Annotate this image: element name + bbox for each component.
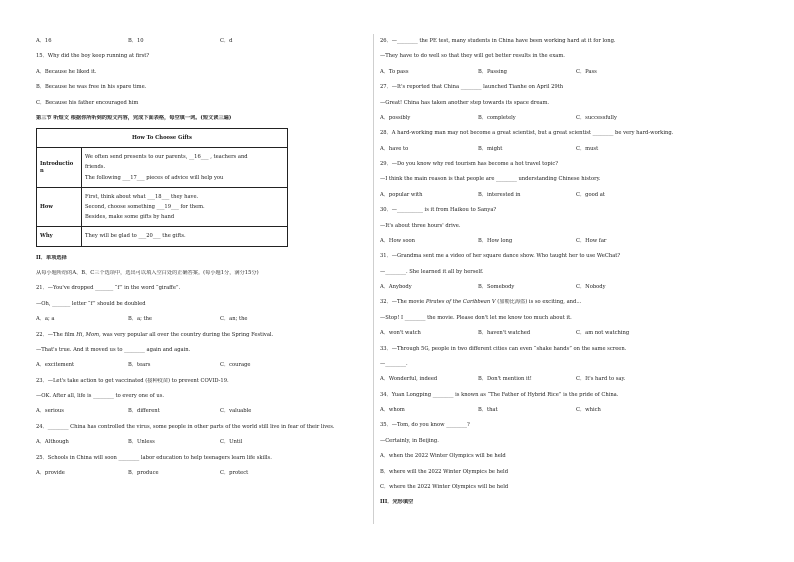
left-column	[36, 38, 366, 485]
answer-option: A．To pass	[380, 68, 409, 75]
answer-option: A．provide	[36, 469, 65, 476]
question-line: —I think the main reason is that people are ________ understanding Chinese history.	[380, 176, 601, 183]
answer-option: B．Unless	[128, 439, 155, 446]
table-line: The following ___17___ pieces of advice will help you	[85, 174, 224, 181]
table-line: Besides, make some gifts by hand	[85, 214, 175, 221]
table-line: friends.	[85, 164, 106, 171]
answer-option: C．an; the	[220, 316, 248, 323]
answer-option: C．How far	[576, 237, 607, 244]
answer-option: A．16	[36, 38, 52, 44]
question-line: 31．—Grandma sent me a video of her square dance show. Who taught her to use WeChat?	[380, 253, 621, 260]
question-line: —OK. After all, life is ________ to every one of us.	[36, 393, 165, 400]
question-line: 21．—You've dropped _______ “f” in the word “giraffe”.	[36, 285, 181, 292]
answer-option: C．courage	[220, 362, 251, 369]
question-line: —________. She learned it all by herself.	[380, 268, 484, 275]
answer-options	[380, 284, 725, 290]
text-segment: 22．—The film	[36, 331, 77, 338]
question-line: 15．Why did the boy keep running at first?	[36, 53, 150, 60]
answer-option: C．Pass	[576, 68, 597, 75]
question-line: 34．Yuan Longping ________ is known as “The Father of Hybrid Rice” is the pride of China.	[380, 391, 619, 398]
answer-option: B．Passing	[478, 68, 507, 75]
question-line: 24．________ China has controlled the virus, some people in other parts of the world still live in fear of their lives.	[36, 423, 335, 430]
table-line: First, think about what ___18___ they have.	[85, 193, 199, 200]
question-line: C．Because his father encouraged him	[36, 99, 139, 106]
question-line: 33．—Through 5G, people in two different cities can even “shake hands” on the same screen.	[380, 345, 627, 352]
question-line: 30．—__________ is it from Haikou to Sanya?	[380, 207, 497, 214]
question-line: —It's about three hours' drive.	[380, 222, 461, 229]
table-row-content	[82, 148, 288, 188]
answer-options	[380, 115, 725, 121]
answer-option: C．which	[576, 407, 601, 413]
answer-option: A．How soon	[380, 237, 415, 244]
text-segment: was very popular all over the country during the Spring Festival.	[100, 331, 274, 338]
gift-table-title: How To Choose Gifts	[37, 129, 288, 148]
table-line: We often send presents to our parents, __16___ , teachers and	[85, 154, 248, 161]
answer-options	[36, 408, 366, 414]
answer-option: A．Although	[36, 439, 69, 446]
question-line: 35．—Tom, do you know ________?	[380, 422, 470, 429]
answer-option: C．must	[576, 145, 599, 152]
question-line: —That's true. And it moved us to ________ again and again.	[36, 346, 191, 353]
answer-option: A．Wonderful, indeed	[380, 376, 438, 383]
question-line: 从每小题所给的A、B、C三个选项中，选出可以填入空白处的正确答案。(每小题1分，满分15分)	[36, 270, 259, 277]
table-row-key: Introductio n	[37, 148, 82, 188]
table-line: They will be glad to ___20___ the gifts.	[85, 233, 186, 240]
table-row	[37, 227, 288, 246]
answer-option: C．valuable	[220, 408, 252, 415]
question-line: 29．—Do you know why red tourism has become a hot travel topic?	[380, 161, 559, 167]
answer-options	[380, 330, 725, 336]
question-line: A．when the 2022 Winter Olympics will be held	[380, 453, 506, 460]
answer-option: B．10	[128, 38, 144, 44]
answer-option: C．successfully	[576, 114, 617, 121]
answer-option: B．Don't mention it!	[478, 376, 532, 383]
answer-option: B．interested in	[478, 191, 521, 198]
answer-option: C．It's hard to say.	[576, 376, 626, 383]
answer-options	[36, 38, 366, 44]
answer-option: B．How long	[478, 237, 513, 244]
answer-option: B．tears	[128, 362, 151, 369]
section-heading: III．完形填空	[380, 499, 414, 506]
question-line: A．Because he liked it.	[36, 68, 97, 75]
answer-option: A．Anybody	[380, 284, 412, 290]
answer-option: C．Nobody	[576, 284, 606, 290]
table-row-key: How	[37, 187, 82, 227]
answer-options	[36, 316, 366, 322]
question-line	[380, 299, 725, 305]
italic-title: Pirates of the Caribbean Ⅴ	[425, 299, 496, 306]
left-top-section	[36, 38, 366, 121]
table-line: Second, choose something ___19___ for them.	[85, 204, 205, 211]
answer-option: A．a; a	[36, 316, 55, 323]
answer-option: B．might	[478, 145, 503, 152]
answer-option: B．different	[128, 408, 160, 415]
answer-option: C．good at	[576, 191, 605, 198]
answer-option: C．d	[220, 38, 233, 44]
question-line: B．Because he was free in his spare time.	[36, 84, 147, 91]
answer-options	[380, 407, 725, 413]
table-row-key: Why	[37, 227, 82, 246]
answer-options	[380, 192, 725, 198]
text-segment: (加勒比海盗) is so exciting, and...	[495, 299, 582, 306]
question-line: —________.	[380, 360, 408, 367]
text-segment: 32．—The movie	[380, 299, 426, 306]
question-line: 26．—________ the PE test, many students in China have been working hard at it for long.	[380, 38, 616, 44]
question-line: 25．Schools in China will soon ________ labor education to help teenagers learn life skills.	[36, 454, 272, 461]
answer-options	[380, 376, 725, 382]
question-line: —Great! China has taken another step towards its space dream.	[380, 99, 550, 106]
answer-option: C．am not watching	[576, 330, 630, 337]
answer-options	[380, 146, 725, 152]
gift-table	[36, 128, 288, 246]
answer-option: A．whom	[380, 407, 405, 413]
answer-option: A．popular with	[380, 191, 423, 198]
answer-option: B．Somebody	[478, 284, 515, 290]
answer-options	[380, 69, 725, 75]
question-line: C．where the 2022 Winter Olympics will be held	[380, 483, 509, 490]
section-heading: 第三节 听短文 根据你所听到的短文内容，完成下面表格，每空填一词。(短文读三遍)	[36, 114, 232, 121]
right-column	[380, 38, 725, 515]
question-line: —Oh, _______ letter “f” should be doubled	[36, 300, 146, 307]
answer-option: A．have to	[380, 145, 409, 152]
question-line: B．where will the 2022 Winter Olympics be held	[380, 468, 509, 475]
table-row-content	[82, 187, 288, 227]
answer-options	[380, 238, 725, 244]
question-line: —Certainly, in Beijing.	[380, 437, 439, 444]
section-heading: II．单项选择	[36, 254, 67, 261]
answer-option: B．haven't watched	[478, 330, 531, 337]
answer-option: B．completely	[478, 114, 516, 121]
right-section	[380, 38, 725, 505]
answer-option: A．serious	[36, 408, 64, 415]
question-line: —They have to do well so that they will get better results in the exam.	[380, 53, 565, 60]
answer-options	[36, 362, 366, 368]
question-line: 28．A hard-working man may not become a great scientist, but a great scientist ________ be very hard-working.	[380, 130, 674, 137]
column-divider	[373, 34, 374, 524]
answer-option: B．that	[478, 407, 498, 413]
italic-title: Hi, Mom,	[76, 331, 101, 338]
question-line: 23．—Let's take action to get vaccinated (接种疫苗) to prevent COVID-19.	[36, 377, 229, 384]
answer-options	[36, 439, 366, 445]
answer-option: B．a; the	[128, 316, 152, 323]
left-bottom-section	[36, 255, 366, 476]
answer-options	[36, 470, 366, 476]
table-row	[37, 148, 288, 188]
answer-option: A．excitement	[36, 362, 75, 369]
answer-option: A．possibly	[380, 114, 411, 121]
question-line	[36, 332, 366, 338]
question-line: —Stop! I ________ the movie. Please don't let me know too much about it.	[380, 314, 572, 321]
answer-option: C．protect	[220, 469, 249, 476]
question-line: 27．—It's reported that China ________ launched Tianhe on April 29th	[380, 84, 564, 91]
answer-option: C．Until	[220, 439, 243, 446]
table-row-content	[82, 227, 288, 246]
answer-option: A．won't watch	[380, 330, 421, 337]
table-row	[37, 187, 288, 227]
answer-option: B．produce	[128, 469, 159, 476]
